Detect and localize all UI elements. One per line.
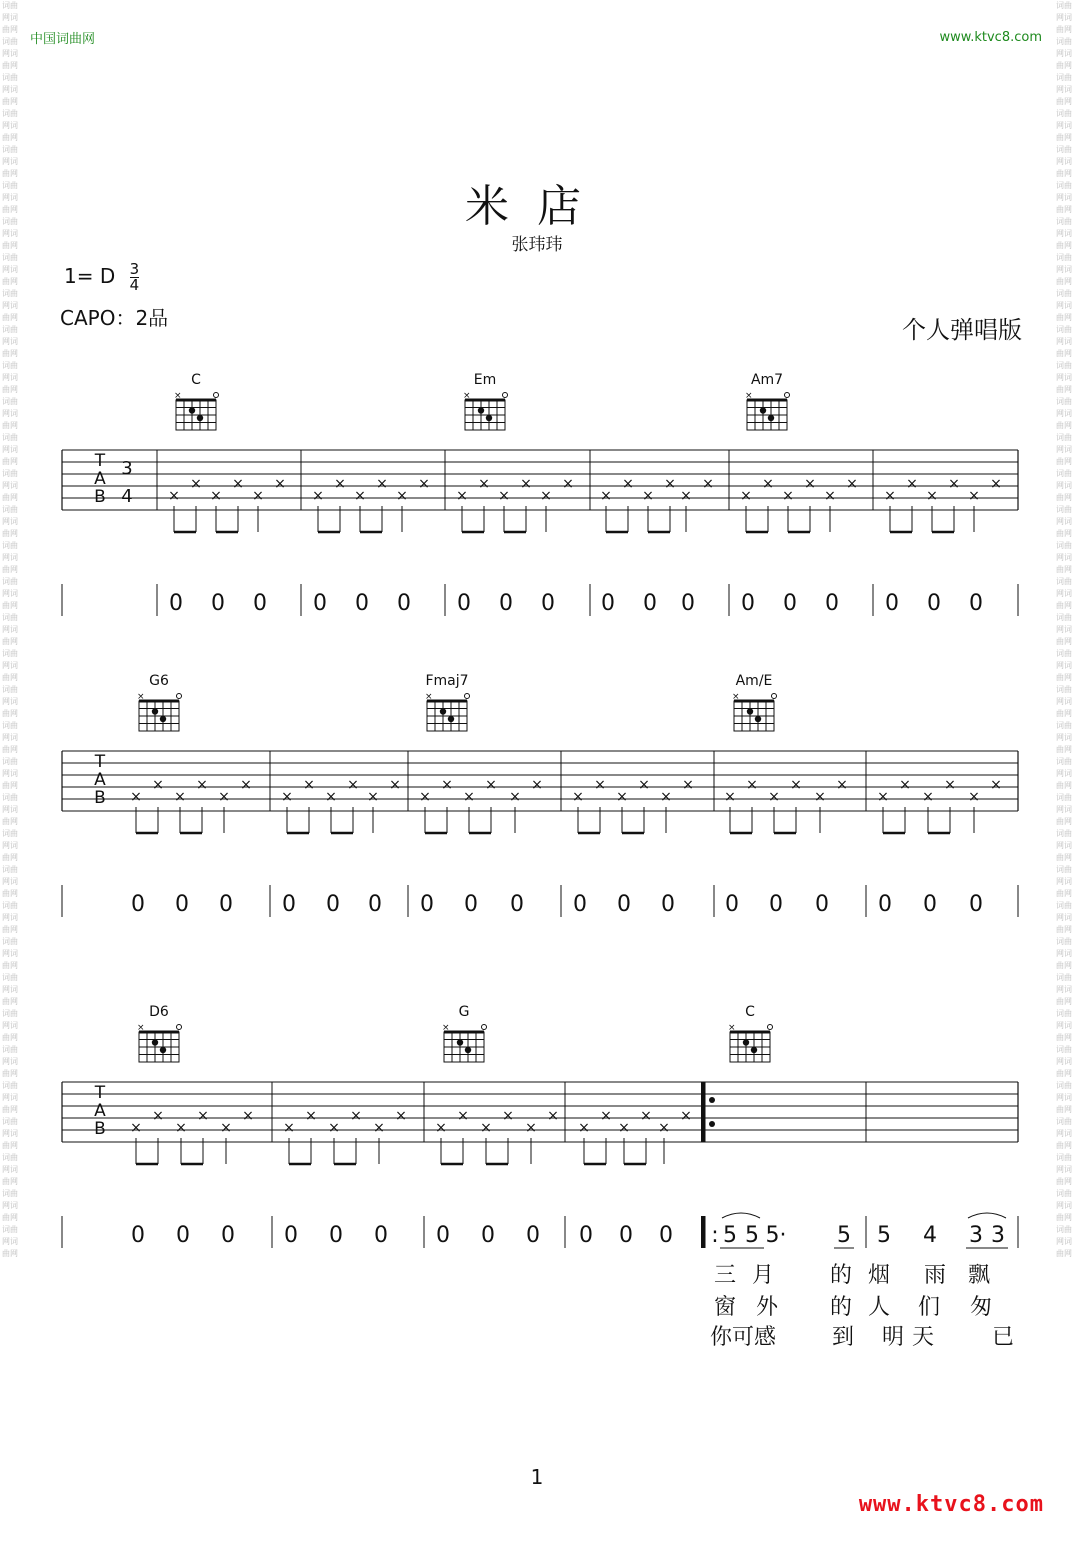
melody-slur bbox=[722, 1213, 760, 1218]
tab-note-mark: × bbox=[435, 1120, 447, 1136]
tab-letter-t: T bbox=[94, 1083, 106, 1103]
melody-note: 4 bbox=[923, 1223, 937, 1248]
melody-note: 5 bbox=[877, 1223, 891, 1248]
brand-logo[interactable]: www.ktvc8.com bbox=[858, 1492, 1044, 1517]
tab-note-mark: × bbox=[283, 1120, 295, 1136]
lyric-char: 你可感 bbox=[710, 1325, 777, 1350]
tab-note-mark: × bbox=[762, 476, 774, 492]
tab-note-mark: × bbox=[232, 476, 244, 492]
tab-note-mark: × bbox=[197, 1108, 209, 1124]
notation-number: 0 bbox=[619, 1223, 633, 1248]
tab-note-mark: × bbox=[804, 476, 816, 492]
chord-finger-dot bbox=[457, 1039, 463, 1045]
tab-note-mark: × bbox=[396, 488, 408, 504]
melody-note: 5 bbox=[837, 1223, 851, 1248]
tab-note-mark: × bbox=[664, 476, 676, 492]
chord-finger-dot bbox=[755, 716, 761, 722]
notation-number: 0 bbox=[313, 591, 327, 616]
chord-finger-dot bbox=[751, 1047, 757, 1053]
melody-note: 3 bbox=[991, 1223, 1005, 1248]
tab-note-mark: × bbox=[724, 789, 736, 805]
tab-note-mark: × bbox=[395, 1108, 407, 1124]
tab-note-mark: × bbox=[926, 488, 938, 504]
notation-number: 0 bbox=[741, 591, 755, 616]
notation-number: 0 bbox=[284, 1223, 298, 1248]
tab-note-mark: × bbox=[457, 1108, 469, 1124]
melody-note: 5 bbox=[745, 1223, 759, 1248]
notation-number: 0 bbox=[617, 892, 631, 917]
notation-number: 0 bbox=[221, 1223, 235, 1248]
tab-note-mark: × bbox=[485, 777, 497, 793]
chord-open-mark bbox=[465, 694, 470, 699]
chord-finger-dot bbox=[486, 415, 492, 421]
tab-note-mark: × bbox=[350, 1108, 362, 1124]
chord-muted-mark: × bbox=[442, 1023, 450, 1033]
chord-finger-dot bbox=[152, 1039, 158, 1045]
chord-open-mark bbox=[214, 393, 219, 398]
tab-letter-a: A bbox=[94, 469, 106, 489]
notation-number: 0 bbox=[885, 591, 899, 616]
lyric-char: 月 bbox=[752, 1263, 775, 1288]
lyric-char: 窗 bbox=[714, 1295, 737, 1320]
chord-name-c: C bbox=[745, 1004, 755, 1020]
notation-number: 0 bbox=[878, 892, 892, 917]
chord-muted-mark: × bbox=[728, 1023, 736, 1033]
tab-note-mark: × bbox=[281, 789, 293, 805]
notation-number: 0 bbox=[725, 892, 739, 917]
tab-note-mark: × bbox=[948, 476, 960, 492]
chord-finger-dot bbox=[448, 716, 454, 722]
chord-finger-dot bbox=[768, 415, 774, 421]
lyric-char: 飘 bbox=[968, 1263, 991, 1288]
tab-note-mark: × bbox=[594, 777, 606, 793]
tab-note-mark: × bbox=[525, 1120, 537, 1136]
notation-number: 0 bbox=[253, 591, 267, 616]
chord-finger-dot bbox=[160, 1047, 166, 1053]
notation-number: 0 bbox=[573, 892, 587, 917]
notation-number: 0 bbox=[510, 892, 524, 917]
notation-number: 0 bbox=[769, 892, 783, 917]
tab-time-sig-bottom: 4 bbox=[121, 486, 133, 507]
tab-note-mark: × bbox=[968, 488, 980, 504]
tab-note-mark: × bbox=[130, 789, 142, 805]
tab-note-mark: × bbox=[877, 789, 889, 805]
capo-info: CAPO：2品 bbox=[60, 306, 169, 330]
melody-note: 3 bbox=[969, 1223, 983, 1248]
chord-open-mark bbox=[772, 694, 777, 699]
chord-name-g: G bbox=[458, 1004, 470, 1020]
tab-note-mark: × bbox=[640, 1108, 652, 1124]
chord-finger-dot bbox=[197, 415, 203, 421]
site-url-right[interactable]: www.ktvc8.com bbox=[939, 30, 1042, 45]
notation-number: 0 bbox=[175, 892, 189, 917]
tab-letter-b: B bbox=[94, 487, 106, 507]
tab-note-mark: × bbox=[600, 1108, 612, 1124]
tab-note-mark: × bbox=[242, 1108, 254, 1124]
notation-number: 0 bbox=[681, 591, 695, 616]
tab-note-mark: × bbox=[824, 488, 836, 504]
notation-number: 0 bbox=[601, 591, 615, 616]
tab-note-mark: × bbox=[130, 1120, 142, 1136]
tab-note-mark: × bbox=[325, 789, 337, 805]
left-watermark-strip: 词曲网词曲网词曲网词曲网词曲网词曲网词曲网词曲网词曲网词曲网词曲网词曲网词曲网词曲网词曲网词曲网词曲网词曲网词曲网词曲网词曲网词曲网词曲网词曲网词曲网词曲网词曲网词曲网词曲网词曲网词曲网词曲网词曲网词曲网词曲网词曲网词曲网词曲网词曲网词曲网词曲网词曲网词曲网词曲网词曲网词曲网词曲网词曲网词曲网词曲网词曲网词曲网词曲网词曲网词曲网词曲网词曲网词曲网词曲网词曲网词曲网词曲网词曲网词曲网词曲网词曲网词曲网词曲网词曲网词曲网 bbox=[2, 1, 18, 1258]
notation-number: 0 bbox=[420, 892, 434, 917]
notation-number: 0 bbox=[211, 591, 225, 616]
tab-note-mark: × bbox=[836, 777, 848, 793]
tab-note-mark: × bbox=[616, 789, 628, 805]
tab-note-mark: × bbox=[152, 777, 164, 793]
lyric-char: 雨 bbox=[924, 1263, 947, 1288]
notation-number: 0 bbox=[464, 892, 478, 917]
melody-slur bbox=[968, 1213, 1006, 1218]
site-name-left[interactable]: 中国词曲网 bbox=[30, 32, 96, 47]
song-title: 米店 bbox=[465, 181, 609, 232]
tab-letter-a: A bbox=[94, 770, 106, 790]
tab-note-mark: × bbox=[790, 777, 802, 793]
chord-muted-mark: × bbox=[732, 692, 740, 702]
key-label: 1= D bbox=[64, 264, 116, 288]
chord-muted-mark: × bbox=[174, 391, 182, 401]
notation-number: 0 bbox=[659, 1223, 673, 1248]
tab-note-mark: × bbox=[658, 1120, 670, 1136]
tab-note-mark: × bbox=[509, 789, 521, 805]
tab-note-mark: × bbox=[638, 777, 650, 793]
tab-note-mark: × bbox=[562, 476, 574, 492]
tab-note-mark: × bbox=[334, 476, 346, 492]
chord-open-mark bbox=[785, 393, 790, 398]
repeat-thick-bar bbox=[701, 1082, 705, 1142]
version-label: 个人弹唱版 bbox=[902, 316, 1022, 344]
song-artist: 张玮玮 bbox=[511, 235, 563, 255]
notation-number: 0 bbox=[397, 591, 411, 616]
chord-muted-mark: × bbox=[425, 692, 433, 702]
notation-number: 0 bbox=[661, 892, 675, 917]
tab-note-mark: × bbox=[347, 777, 359, 793]
notation-number: 0 bbox=[927, 591, 941, 616]
notation-number: 0 bbox=[783, 591, 797, 616]
chord-name-g6: G6 bbox=[149, 673, 169, 689]
tab-note-mark: × bbox=[702, 476, 714, 492]
time-sig-bottom: 4 bbox=[129, 276, 140, 294]
lyric-char: 到 bbox=[832, 1325, 855, 1350]
tab-letter-b: B bbox=[94, 1119, 106, 1139]
tab-note-mark: × bbox=[531, 777, 543, 793]
tab-note-mark: × bbox=[922, 789, 934, 805]
notation-number: 0 bbox=[329, 1223, 343, 1248]
time-sig-top: 3 bbox=[129, 260, 140, 278]
tab-note-mark: × bbox=[373, 1120, 385, 1136]
tab-note-mark: × bbox=[441, 777, 453, 793]
tab-note-mark: × bbox=[419, 789, 431, 805]
tab-note-mark: × bbox=[782, 488, 794, 504]
lyric-char: 的 bbox=[830, 1295, 853, 1320]
notation-number: 0 bbox=[457, 591, 471, 616]
chord-name-d6: D6 bbox=[149, 1004, 169, 1020]
notation-number: 0 bbox=[541, 591, 555, 616]
tab-note-mark: × bbox=[622, 476, 634, 492]
lyric-char: 人 bbox=[868, 1295, 891, 1320]
chord-open-mark bbox=[177, 694, 182, 699]
lyric-char: 的 bbox=[830, 1263, 853, 1288]
tab-note-mark: × bbox=[990, 476, 1002, 492]
notation-number: 0 bbox=[176, 1223, 190, 1248]
tab-note-mark: × bbox=[814, 789, 826, 805]
lyric-char: 外 bbox=[756, 1295, 779, 1320]
tab-note-mark: × bbox=[240, 777, 252, 793]
chord-finger-dot bbox=[743, 1039, 749, 1045]
lyric-char: 们 bbox=[918, 1295, 941, 1320]
tab-note-mark: × bbox=[540, 488, 552, 504]
chord-name-fmaj7: Fmaj7 bbox=[425, 673, 469, 689]
tab-note-mark: × bbox=[190, 476, 202, 492]
tab-note-mark: × bbox=[456, 488, 468, 504]
page-number: 1 bbox=[530, 1465, 544, 1489]
chord-muted-mark: × bbox=[463, 391, 471, 401]
melody-note: 5· bbox=[765, 1223, 787, 1248]
notation-number: 0 bbox=[526, 1223, 540, 1248]
notation-number: 0 bbox=[825, 591, 839, 616]
chord-finger-dot bbox=[465, 1047, 471, 1053]
tab-letter-a: A bbox=[94, 1101, 106, 1121]
chord-name-ame: Am/E bbox=[735, 673, 773, 689]
tab-note-mark: × bbox=[768, 789, 780, 805]
notation-number: 0 bbox=[326, 892, 340, 917]
chord-name-am7: Am7 bbox=[750, 372, 784, 388]
chord-name-c: C bbox=[191, 372, 201, 388]
tab-note-mark: × bbox=[389, 777, 401, 793]
chord-open-mark bbox=[482, 1025, 487, 1030]
repeat-dot bbox=[709, 1097, 715, 1103]
lyric-char: 烟 bbox=[868, 1263, 891, 1288]
tab-note-mark: × bbox=[680, 1108, 692, 1124]
lyric-char: 明 bbox=[882, 1325, 905, 1350]
notation-repeat-dots: : bbox=[711, 1223, 719, 1248]
right-watermark-strip: 词曲网词曲网词曲网词曲网词曲网词曲网词曲网词曲网词曲网词曲网词曲网词曲网词曲网词曲网词曲网词曲网词曲网词曲网词曲网词曲网词曲网词曲网词曲网词曲网词曲网词曲网词曲网词曲网词曲网词曲网词曲网词曲网词曲网词曲网词曲网词曲网词曲网词曲网词曲网词曲网词曲网词曲网词曲网词曲网词曲网词曲网词曲网词曲网词曲网词曲网词曲网词曲网词曲网词曲网词曲网词曲网词曲网词曲网词曲网词曲网词曲网词曲网词曲网词曲网词曲网词曲网词曲网词曲网词曲网词曲网 bbox=[1056, 1, 1072, 1258]
repeat-dot bbox=[709, 1121, 715, 1127]
chord-finger-dot bbox=[478, 407, 484, 413]
lyric-char: 天 bbox=[912, 1325, 935, 1350]
chord-finger-dot bbox=[160, 716, 166, 722]
chord-muted-mark: × bbox=[745, 391, 753, 401]
tab-note-mark: × bbox=[367, 789, 379, 805]
tab-note-mark: × bbox=[944, 777, 956, 793]
tab-letter-b: B bbox=[94, 788, 106, 808]
tab-note-mark: × bbox=[618, 1120, 630, 1136]
tab-note-mark: × bbox=[906, 476, 918, 492]
tab-note-mark: × bbox=[498, 488, 510, 504]
tab-note-mark: × bbox=[740, 488, 752, 504]
tab-note-mark: × bbox=[660, 789, 672, 805]
chord-open-mark bbox=[768, 1025, 773, 1030]
chord-muted-mark: × bbox=[137, 1023, 145, 1033]
tab-note-mark: × bbox=[547, 1108, 559, 1124]
tab-note-mark: × bbox=[220, 1120, 232, 1136]
tab-note-mark: × bbox=[418, 476, 430, 492]
chord-finger-dot bbox=[152, 708, 158, 714]
notation-number: 0 bbox=[969, 591, 983, 616]
notation-number: 0 bbox=[579, 1223, 593, 1248]
tab-note-mark: × bbox=[746, 777, 758, 793]
tab-note-mark: × bbox=[463, 789, 475, 805]
notation-number: 0 bbox=[355, 591, 369, 616]
tab-note-mark: × bbox=[502, 1108, 514, 1124]
tab-note-mark: × bbox=[846, 476, 858, 492]
notation-number: 0 bbox=[499, 591, 513, 616]
notation-number: 0 bbox=[374, 1223, 388, 1248]
tab-note-mark: × bbox=[480, 1120, 492, 1136]
tab-note-mark: × bbox=[884, 488, 896, 504]
chord-finger-dot bbox=[760, 407, 766, 413]
lyric-char: 已 bbox=[992, 1325, 1015, 1350]
tab-letter-t: T bbox=[94, 752, 106, 772]
tab-note-mark: × bbox=[312, 488, 324, 504]
notation-number: 0 bbox=[815, 892, 829, 917]
tab-note-mark: × bbox=[376, 476, 388, 492]
notation-number: 0 bbox=[282, 892, 296, 917]
notation-number: 0 bbox=[436, 1223, 450, 1248]
notation-number: 0 bbox=[643, 591, 657, 616]
chord-open-mark bbox=[177, 1025, 182, 1030]
tab-note-mark: × bbox=[682, 777, 694, 793]
notation-number: 0 bbox=[169, 591, 183, 616]
chord-name-em: Em bbox=[473, 372, 497, 388]
chord-muted-mark: × bbox=[137, 692, 145, 702]
tab-note-mark: × bbox=[196, 777, 208, 793]
notation-number: 0 bbox=[219, 892, 233, 917]
tab-note-mark: × bbox=[168, 488, 180, 504]
lyric-char: 匆 bbox=[970, 1295, 993, 1320]
tab-note-mark: × bbox=[274, 476, 286, 492]
tab-note-mark: × bbox=[642, 488, 654, 504]
notation-number: 0 bbox=[131, 1223, 145, 1248]
tab-note-mark: × bbox=[354, 488, 366, 504]
notation-number: 0 bbox=[481, 1223, 495, 1248]
tab-note-mark: × bbox=[152, 1108, 164, 1124]
notation-number: 0 bbox=[368, 892, 382, 917]
tab-note-mark: × bbox=[968, 789, 980, 805]
lyric-char: 三 bbox=[714, 1263, 737, 1288]
notation-repeat-bar bbox=[701, 1216, 705, 1248]
notation-number: 0 bbox=[969, 892, 983, 917]
notation-number: 0 bbox=[131, 892, 145, 917]
tab-note-mark: × bbox=[305, 1108, 317, 1124]
tab-note-mark: × bbox=[175, 1120, 187, 1136]
tab-note-mark: × bbox=[218, 789, 230, 805]
notation-number: 0 bbox=[923, 892, 937, 917]
tab-time-sig-top: 3 bbox=[121, 458, 133, 479]
tab-letter-t: T bbox=[94, 451, 106, 471]
tab-note-mark: × bbox=[520, 476, 532, 492]
tab-note-mark: × bbox=[600, 488, 612, 504]
tab-note-mark: × bbox=[680, 488, 692, 504]
tab-note-mark: × bbox=[174, 789, 186, 805]
chord-finger-dot bbox=[189, 407, 195, 413]
chord-open-mark bbox=[503, 393, 508, 398]
tab-note-mark: × bbox=[328, 1120, 340, 1136]
tab-note-mark: × bbox=[303, 777, 315, 793]
tab-note-mark: × bbox=[478, 476, 490, 492]
tab-note-mark: × bbox=[210, 488, 222, 504]
tab-note-mark: × bbox=[578, 1120, 590, 1136]
tab-note-mark: × bbox=[899, 777, 911, 793]
tab-note-mark: × bbox=[572, 789, 584, 805]
chord-finger-dot bbox=[440, 708, 446, 714]
melody-note: 5 bbox=[723, 1223, 737, 1248]
chord-finger-dot bbox=[747, 708, 753, 714]
tab-note-mark: × bbox=[990, 777, 1002, 793]
tab-note-mark: × bbox=[252, 488, 264, 504]
